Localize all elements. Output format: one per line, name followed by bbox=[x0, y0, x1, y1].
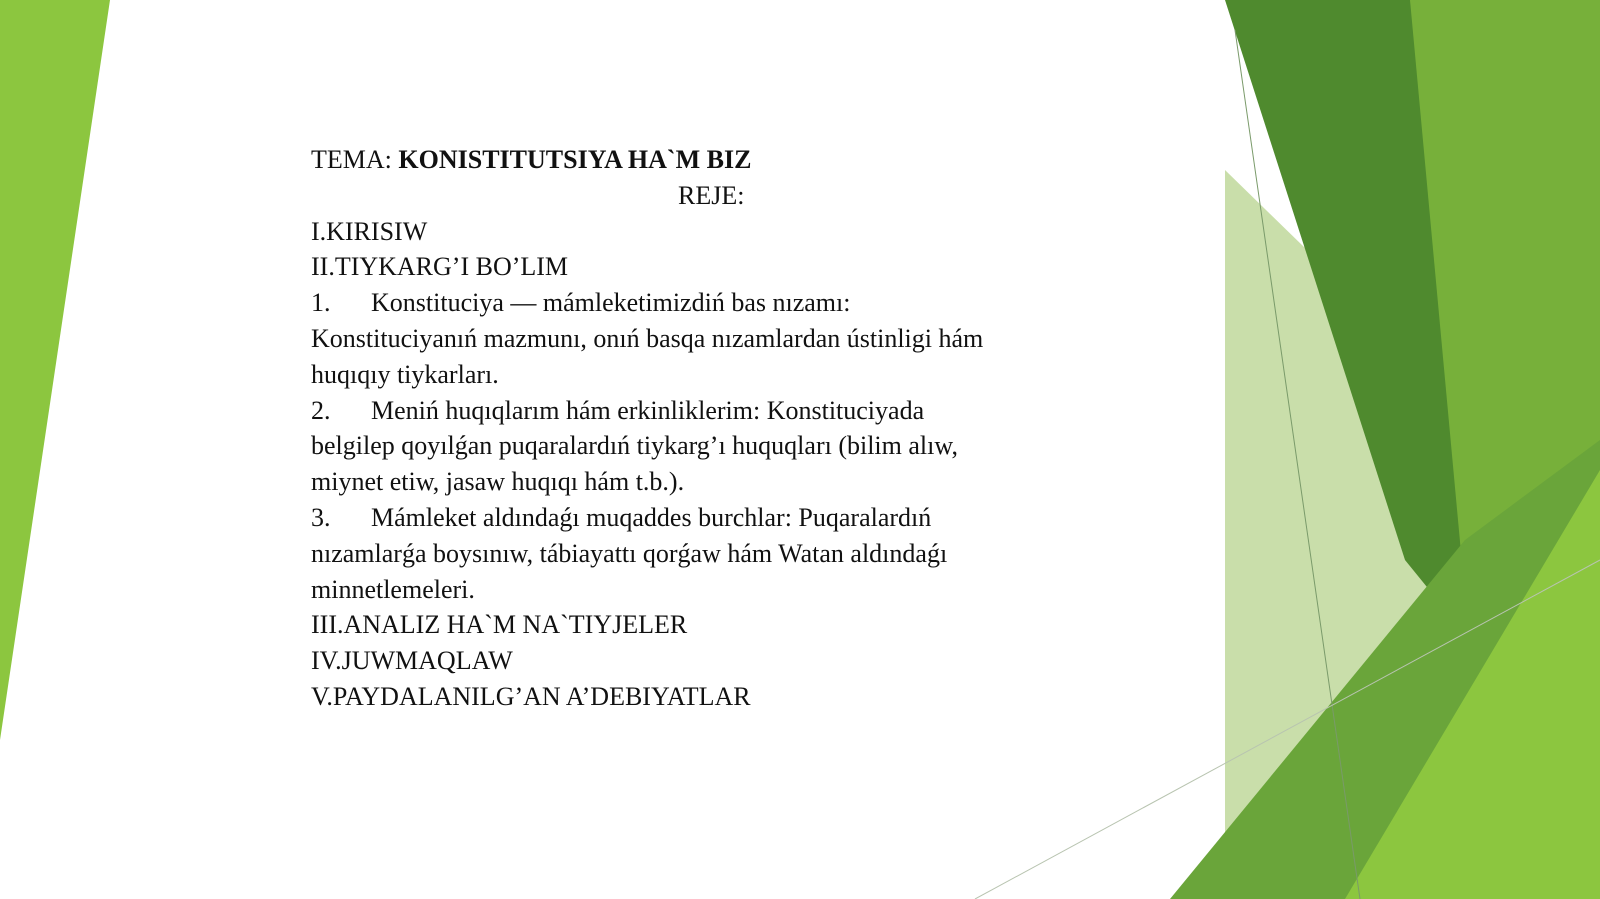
item-1-continuation: Konstituciyanıń mazmunı, onıń basqa nızamlardan ústinligi hám bbox=[311, 323, 984, 353]
slide-title: KONISTITUTSIYA HA`M BIZ bbox=[398, 145, 752, 174]
slide-title-line bbox=[311, 142, 1111, 178]
section-conclusion: IV.JUWMAQLAW bbox=[311, 646, 513, 676]
title-prefix: TEMA: bbox=[311, 145, 399, 174]
plan-heading: REJE: bbox=[678, 180, 745, 210]
item-1-continuation: huqıqıy tiykarları. bbox=[311, 359, 499, 389]
item-number: 3. bbox=[311, 502, 331, 532]
item-3-continuation: minnetlemeleri. bbox=[311, 574, 475, 604]
item-2-first-line bbox=[311, 393, 1111, 429]
item-1-first-line bbox=[311, 285, 1111, 321]
left-green-shape bbox=[0, 0, 110, 740]
item-2-continuation: belgilep qoyılǵan puqaralardıń tiykarg’ı huquqları (bilim alıw, bbox=[311, 431, 958, 461]
section-intro: I.KIRISIW bbox=[311, 216, 428, 246]
slide-content bbox=[311, 142, 1111, 715]
item-3-first-line bbox=[311, 500, 1111, 536]
item-number: 1. bbox=[311, 288, 331, 318]
item-number: 2. bbox=[311, 395, 331, 425]
section-main: II.TIYKARG’I BO’LIM bbox=[311, 252, 569, 282]
item-text: Mámleket aldındaǵı muqaddes burchlar: Puqaralardıń bbox=[371, 502, 932, 532]
item-2-continuation: miynet etiw, jasaw huqıqı hám t.b.). bbox=[311, 467, 685, 497]
section-analysis: III.ANALIZ HA`M NA`TIYJELER bbox=[311, 610, 688, 640]
item-3-continuation: nızamlarǵa boysınıw, tábiayattı qorǵaw hám Watan aldındaǵı bbox=[311, 538, 948, 568]
item-text: Meniń huqıqlarım hám erkinliklerim: Konstituciyada bbox=[371, 395, 925, 425]
section-references: V.PAYDALANILG’AN A’DEBIYATLAR bbox=[311, 681, 751, 711]
item-text: Konstituciya — mámleketimizdiń bas nızamı: bbox=[371, 288, 851, 318]
